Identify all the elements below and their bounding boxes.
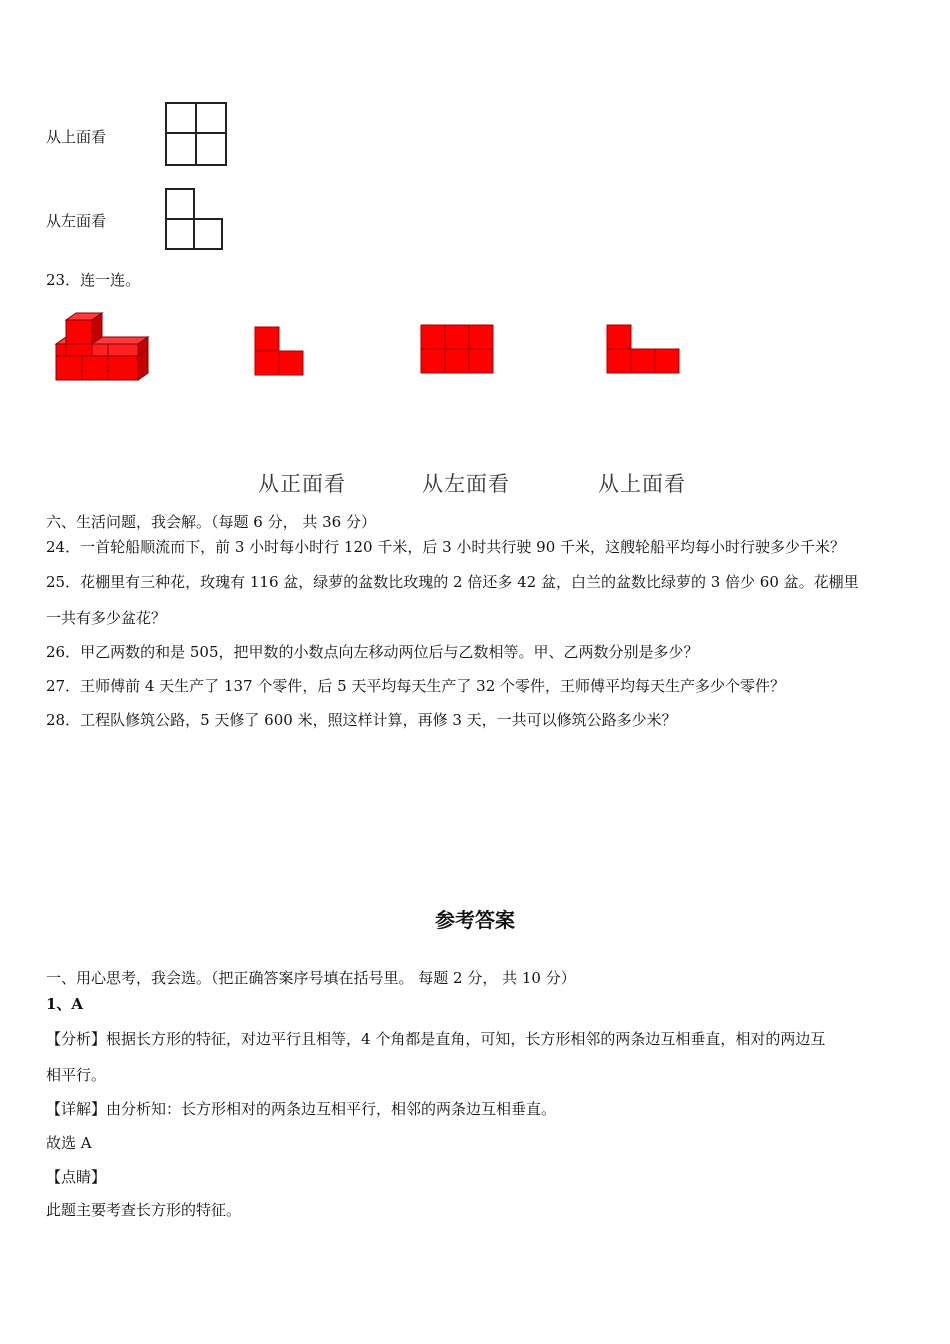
view-label-top: 从上面看 (598, 472, 686, 496)
question-28: 28．工程队修筑公路，5 天修了 600 米，照这样计算，再修 3 天，一共可以修筑公路多少米？ (46, 711, 677, 729)
answers-section1-heading: 一、用心思考，我会选。（把正确答案序号填在括号里。 每题 2 分， 共 10 分） (46, 969, 576, 987)
detail-text: 【详解】由分析知：长方形相对的两条边互相平行，相邻的两条边互相垂直。 (46, 1100, 557, 1118)
view-label-front: 从正面看 (258, 472, 346, 496)
red-view-rectangle (418, 322, 496, 378)
question-25-line1: 25．花棚里有三种花，玫瑰有 116 盆，绿萝的盆数比玫瑰的 2 倍还多 42 盆，白兰的盆数比绿萝的 3 倍少 60 盆。花棚里 (46, 573, 859, 591)
analysis-line2: 相平行。 (46, 1066, 107, 1084)
section6-heading: 六、生活问题，我会解。（每题 6 分， 共 36 分） (46, 513, 376, 531)
cube-solid-figure (52, 310, 152, 386)
red-view-l-wide (604, 322, 682, 378)
comment-text: 此题主要考查长方形的特征。 (46, 1201, 242, 1219)
question-26: 26．甲乙两数的和是 505，把甲数的小数点向左移动两位后与乙数相等。甲、乙两数分别是多少？ (46, 643, 699, 661)
answer-1: 1、A (46, 995, 84, 1013)
left-view-figure (164, 186, 226, 252)
analysis-line1: 【分析】根据长方形的特征，对边平行且相等，4 个角都是直角，可知，长方形相邻的两条边互相垂直，相对的两边互 (46, 1030, 826, 1048)
top-view-figure (164, 100, 228, 168)
view-left-label: 从左面看 (46, 212, 107, 230)
q23-title: 23．连一连。 (46, 271, 141, 289)
red-view-l-small (252, 324, 308, 380)
question-27: 27．王师傅前 4 天生产了 137 个零件，后 5 天平均每天生产了 32 个零件，王师傅平均每天生产多少个零件？ (46, 677, 786, 695)
answers-title: 参考答案 (435, 908, 515, 932)
question-24: 24．一首轮船顺流而下，前 3 小时每小时行 120 千米，后 3 小时共行驶 90 千米，这艘轮船平均每小时行驶多少千米？ (46, 538, 846, 556)
question-25-line2: 一共有多少盆花？ (46, 609, 167, 627)
view-label-left: 从左面看 (422, 472, 510, 496)
comment-label: 【点睛】 (46, 1168, 107, 1186)
view-top-label: 从上面看 (46, 128, 107, 146)
choice-text: 故选 A (46, 1134, 92, 1152)
